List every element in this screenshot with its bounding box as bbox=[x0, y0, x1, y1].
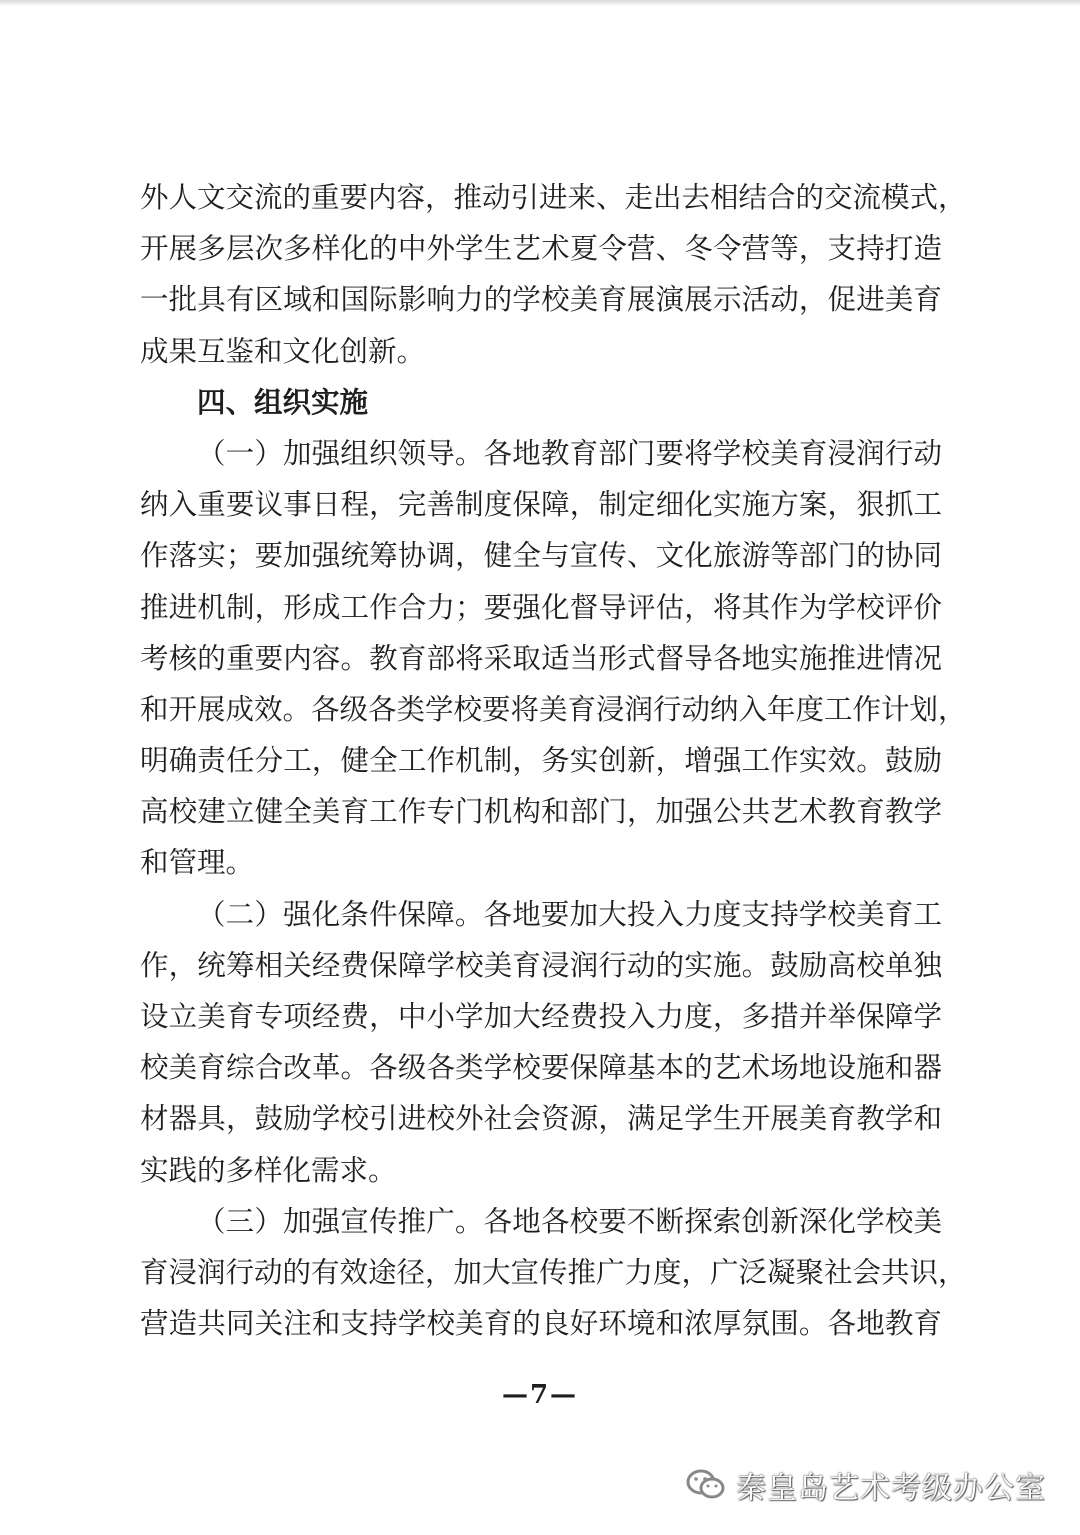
text-line: 开展多层次多样化的中外学生艺术夏令营、冬令营等，支持打造 bbox=[140, 232, 942, 266]
text-line: 成果互鉴和文化创新。 bbox=[140, 334, 426, 368]
paragraph-line: 材器具，鼓励学校引进校外社会资源，满足学生开展美育教学和 bbox=[140, 1102, 942, 1136]
paragraph-line: 考核的重要内容。教育部将采取适当形式督导各地实施推进情况 bbox=[140, 641, 942, 675]
paragraph-line: 高校建立健全美育工作专门机构和部门，加强公共艺术教育教学 bbox=[140, 795, 942, 829]
top-edge-shadow bbox=[0, 0, 1080, 6]
paragraph-line: 实践的多样化需求。 bbox=[140, 1153, 397, 1187]
paragraph-line: 营造共同关注和支持学校美育的良好环境和浓厚氛围。各地教育 bbox=[140, 1307, 942, 1341]
text-line: 一批具有区域和国际影响力的学校美育展演展示活动，促进美育 bbox=[140, 283, 942, 317]
paragraph-line: （一）加强组织领导。各地教育部门要将学校美育浸润行动 bbox=[197, 436, 942, 470]
watermark-text: 秦皇岛艺术考级办公室 bbox=[736, 1471, 1046, 1506]
text-line: 外人文交流的重要内容，推动引进来、走出去相结合的交流模式， bbox=[140, 181, 967, 214]
watermark bbox=[686, 1463, 1046, 1507]
paragraph-line: 纳入重要议事日程，完善制度保障，制定细化实施方案，狠抓工 bbox=[140, 488, 942, 522]
paragraph-line: （二）强化条件保障。各地要加大投入力度支持学校美育工 bbox=[197, 897, 942, 931]
wechat-icon bbox=[686, 1468, 726, 1502]
paragraph-line: 和开展成效。各级各类学校要将美育浸润行动纳入年度工作计划， bbox=[140, 692, 967, 726]
paragraph-line: 作，统筹相关经费保障学校美育浸润行动的实施。鼓励高校单独 bbox=[140, 948, 942, 982]
paragraph-line: 和管理。 bbox=[140, 846, 255, 880]
document-body bbox=[140, 172, 967, 1349]
section-heading: 四、组织实施 bbox=[197, 385, 369, 419]
paragraph-line: 推进机制，形成工作合力；要强化督导评估，将其作为学校评价 bbox=[140, 590, 942, 624]
paragraph-line: 作落实；要加强统筹协调，健全与宣传、文化旅游等部门的协同 bbox=[140, 539, 942, 573]
paragraph-line: 校美育综合改革。各级各类学校要保障基本的艺术场地设施和器 bbox=[140, 1051, 942, 1085]
paragraph-line: 设立美育专项经费，中小学加大经费投入力度，多措并举保障学 bbox=[140, 1000, 942, 1033]
paragraph-line: 明确责任分工，健全工作机制，务实创新，增强工作实效。鼓励 bbox=[140, 744, 942, 778]
paragraph-line: 育浸润行动的有效途径，加大宣传推广力度，广泛凝聚社会共识， bbox=[140, 1255, 967, 1289]
paragraph-line: （三）加强宣传推广。各地各校要不断探索创新深化学校美 bbox=[197, 1204, 942, 1238]
page-number: —7— bbox=[501, 1380, 579, 1410]
